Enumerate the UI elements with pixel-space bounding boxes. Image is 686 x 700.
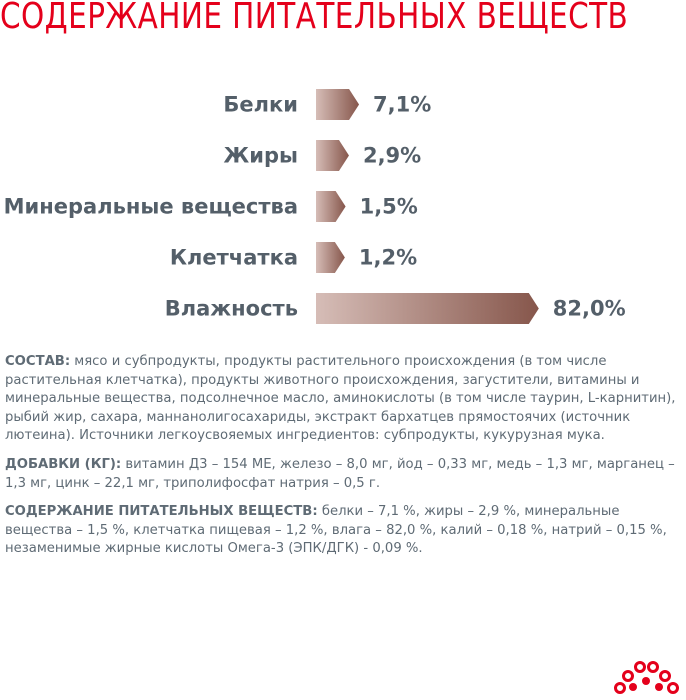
bar-3 — [316, 242, 345, 273]
value-label: 7,1% — [373, 92, 432, 117]
category-label: Клетчатка — [169, 245, 298, 270]
category-label: Минеральные вещества — [3, 194, 298, 219]
value-label: 2,9% — [362, 143, 422, 168]
additives-text: витамин Д3 – 154 МЕ, железо – 8,0 мг, йод – 0,33 мг, медь – 1,3 мг, марганец – 1,3 мг, цинк – 22,1 мг, триполифосфат натрия – 0,5 г. — [5, 456, 675, 491]
royal-canin-crown-icon — [606, 650, 686, 700]
value-label: 1,2% — [358, 245, 418, 270]
category-label: Влажность — [164, 296, 298, 321]
category-label: Белки — [223, 92, 298, 117]
page-title: СОДЕРЖАНИЕ ПИТАТЕЛЬНЫХ ВЕЩЕСТВ — [0, 0, 629, 37]
value-label: 1,5% — [359, 194, 418, 219]
composition-paragraph — [5, 353, 681, 446]
bar-1 — [316, 140, 349, 171]
nutrient-bar-chart — [0, 80, 686, 340]
additives-label: ДОБАВКИ (КГ): — [5, 456, 122, 472]
bar-0 — [316, 89, 359, 120]
category-label: Жиры — [223, 143, 298, 168]
composition-label: СОСТАВ: — [5, 354, 71, 369]
nutrients-paragraph — [5, 503, 681, 559]
nutrients-label: СОДЕРЖАНИЕ ПИТАТЕЛЬНЫХ ВЕЩЕСТВ: — [5, 504, 318, 520]
composition-text: мясо и субпродукты, продукты растительного происхождения (в том числе растительная клетчатка), продукты животного происхождения, загустители, витамины и минеральные вещества, подсолнечное масло, аминокислоты (в том числе таурин, L-карнитин), рыбий жир, сахара, маннанолигосахариды, экстракт бархатцев прямостоячих (источник лютеина). Источники легкоусвояемых ингредиентов: субпродукты, кукурузная мука. — [5, 354, 676, 444]
product-info — [5, 353, 681, 569]
additives-paragraph — [5, 456, 681, 493]
nutrients-text: белки – 7,1 %, жиры – 2,9 %, минеральные вещества – 1,5 %, клетчатка пищевая – 1,2 %, влага – 82,0 %, калий – 0,18 %, натрий – 0,15 %, незаменимые жирные кислоты Омега-3 (ЭПК/ДГК) - 0,09 %. — [5, 504, 667, 557]
bar-2 — [316, 191, 346, 222]
bar-4 — [316, 293, 539, 324]
value-label: 82,0% — [552, 296, 626, 321]
